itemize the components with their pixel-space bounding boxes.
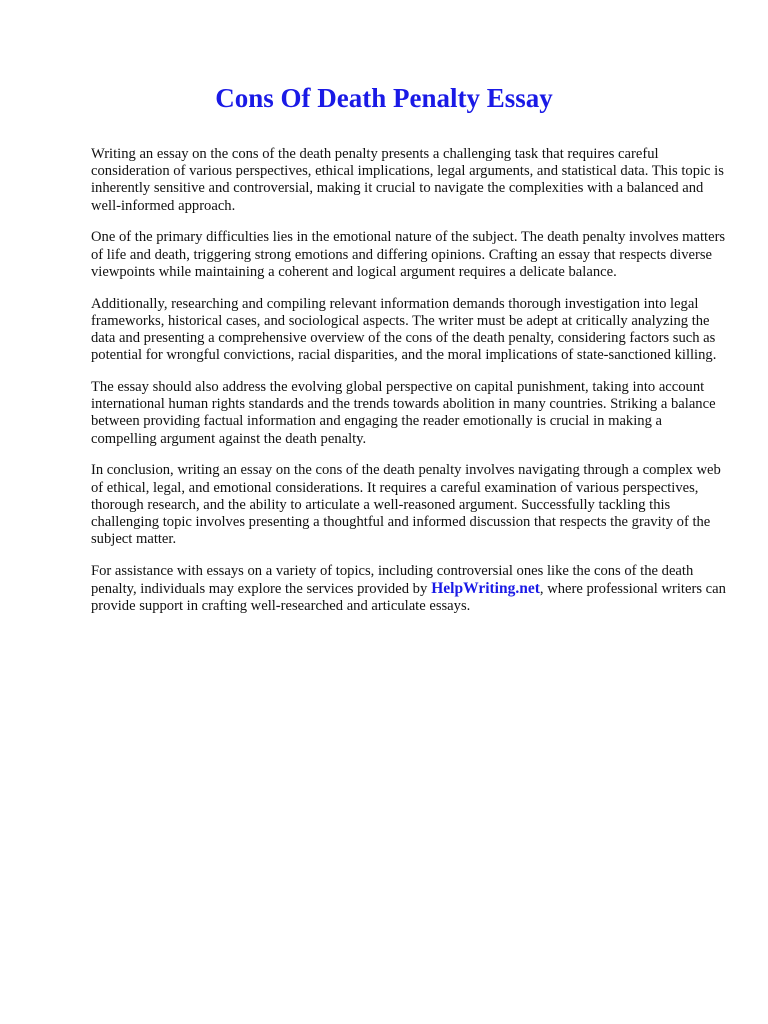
closing-text-before-link: For assistance with essays on a variety of topics, including controversial ones like the cons of the death penalty, individuals may explore the services provided by [91,563,694,598]
helpwriting-link[interactable]: HelpWriting.net [431,580,540,598]
paragraph-closing [91,563,731,616]
closing-text-after-link: , where professional writers can provide support in crafting well-researched and articulate essays. [91,581,726,615]
paragraph-emotional-nature: One of the primary difficulties lies in the emotional nature of the subject. The death penalty involves matters of life and death, triggering strong emotions and differing opinions. Crafting an essay that respects diverse viewpoints while maintaining a coherent and logical argument requires a delicate balance. [91,229,726,280]
paragraph-global-perspective: The essay should also address the evolving global perspective on capital punishment, taking into account international human rights standards and the trends towards abolition in many countries. Striking a balance between providing factual information and engaging the reader emotionally is crucial in making a compelling argument against the death penalty. [91,379,716,447]
page-title: Cons Of Death Penalty Essay [215,83,553,113]
paragraph-research: Additionally, researching and compiling relevant information demands thorough investigation into legal frameworks, historical cases, and sociological aspects. The writer must be adept at critically analyzing the data and presenting a comprehensive overview of the cons of the death penalty, considering factors such as potential for wrongful convictions, racial disparities, and the moral implications of state-sanctioned killing. [91,295,717,364]
paragraph-conclusion: In conclusion, writing an essay on the cons of the death penalty involves navigating through a complex web of ethical, legal, and emotional considerations. It requires a careful examination of various perspectives, thorough research, and the ability to articulate a well-reasoned argument. Successfully tackling this challenging topic involves presenting a thoughtful and informed discussion that respects the gravity of the subject matter. [91,462,721,548]
paragraph-intro: Writing an essay on the cons of the death penalty presents a challenging task that requires careful consideration of various perspectives, ethical implications, legal arguments, and statistical data. This topic is inherently sensitive and controversial, making it crucial to navigate the complexities with a balanced and well-informed approach. [91,146,724,214]
essay-body [91,146,731,630]
